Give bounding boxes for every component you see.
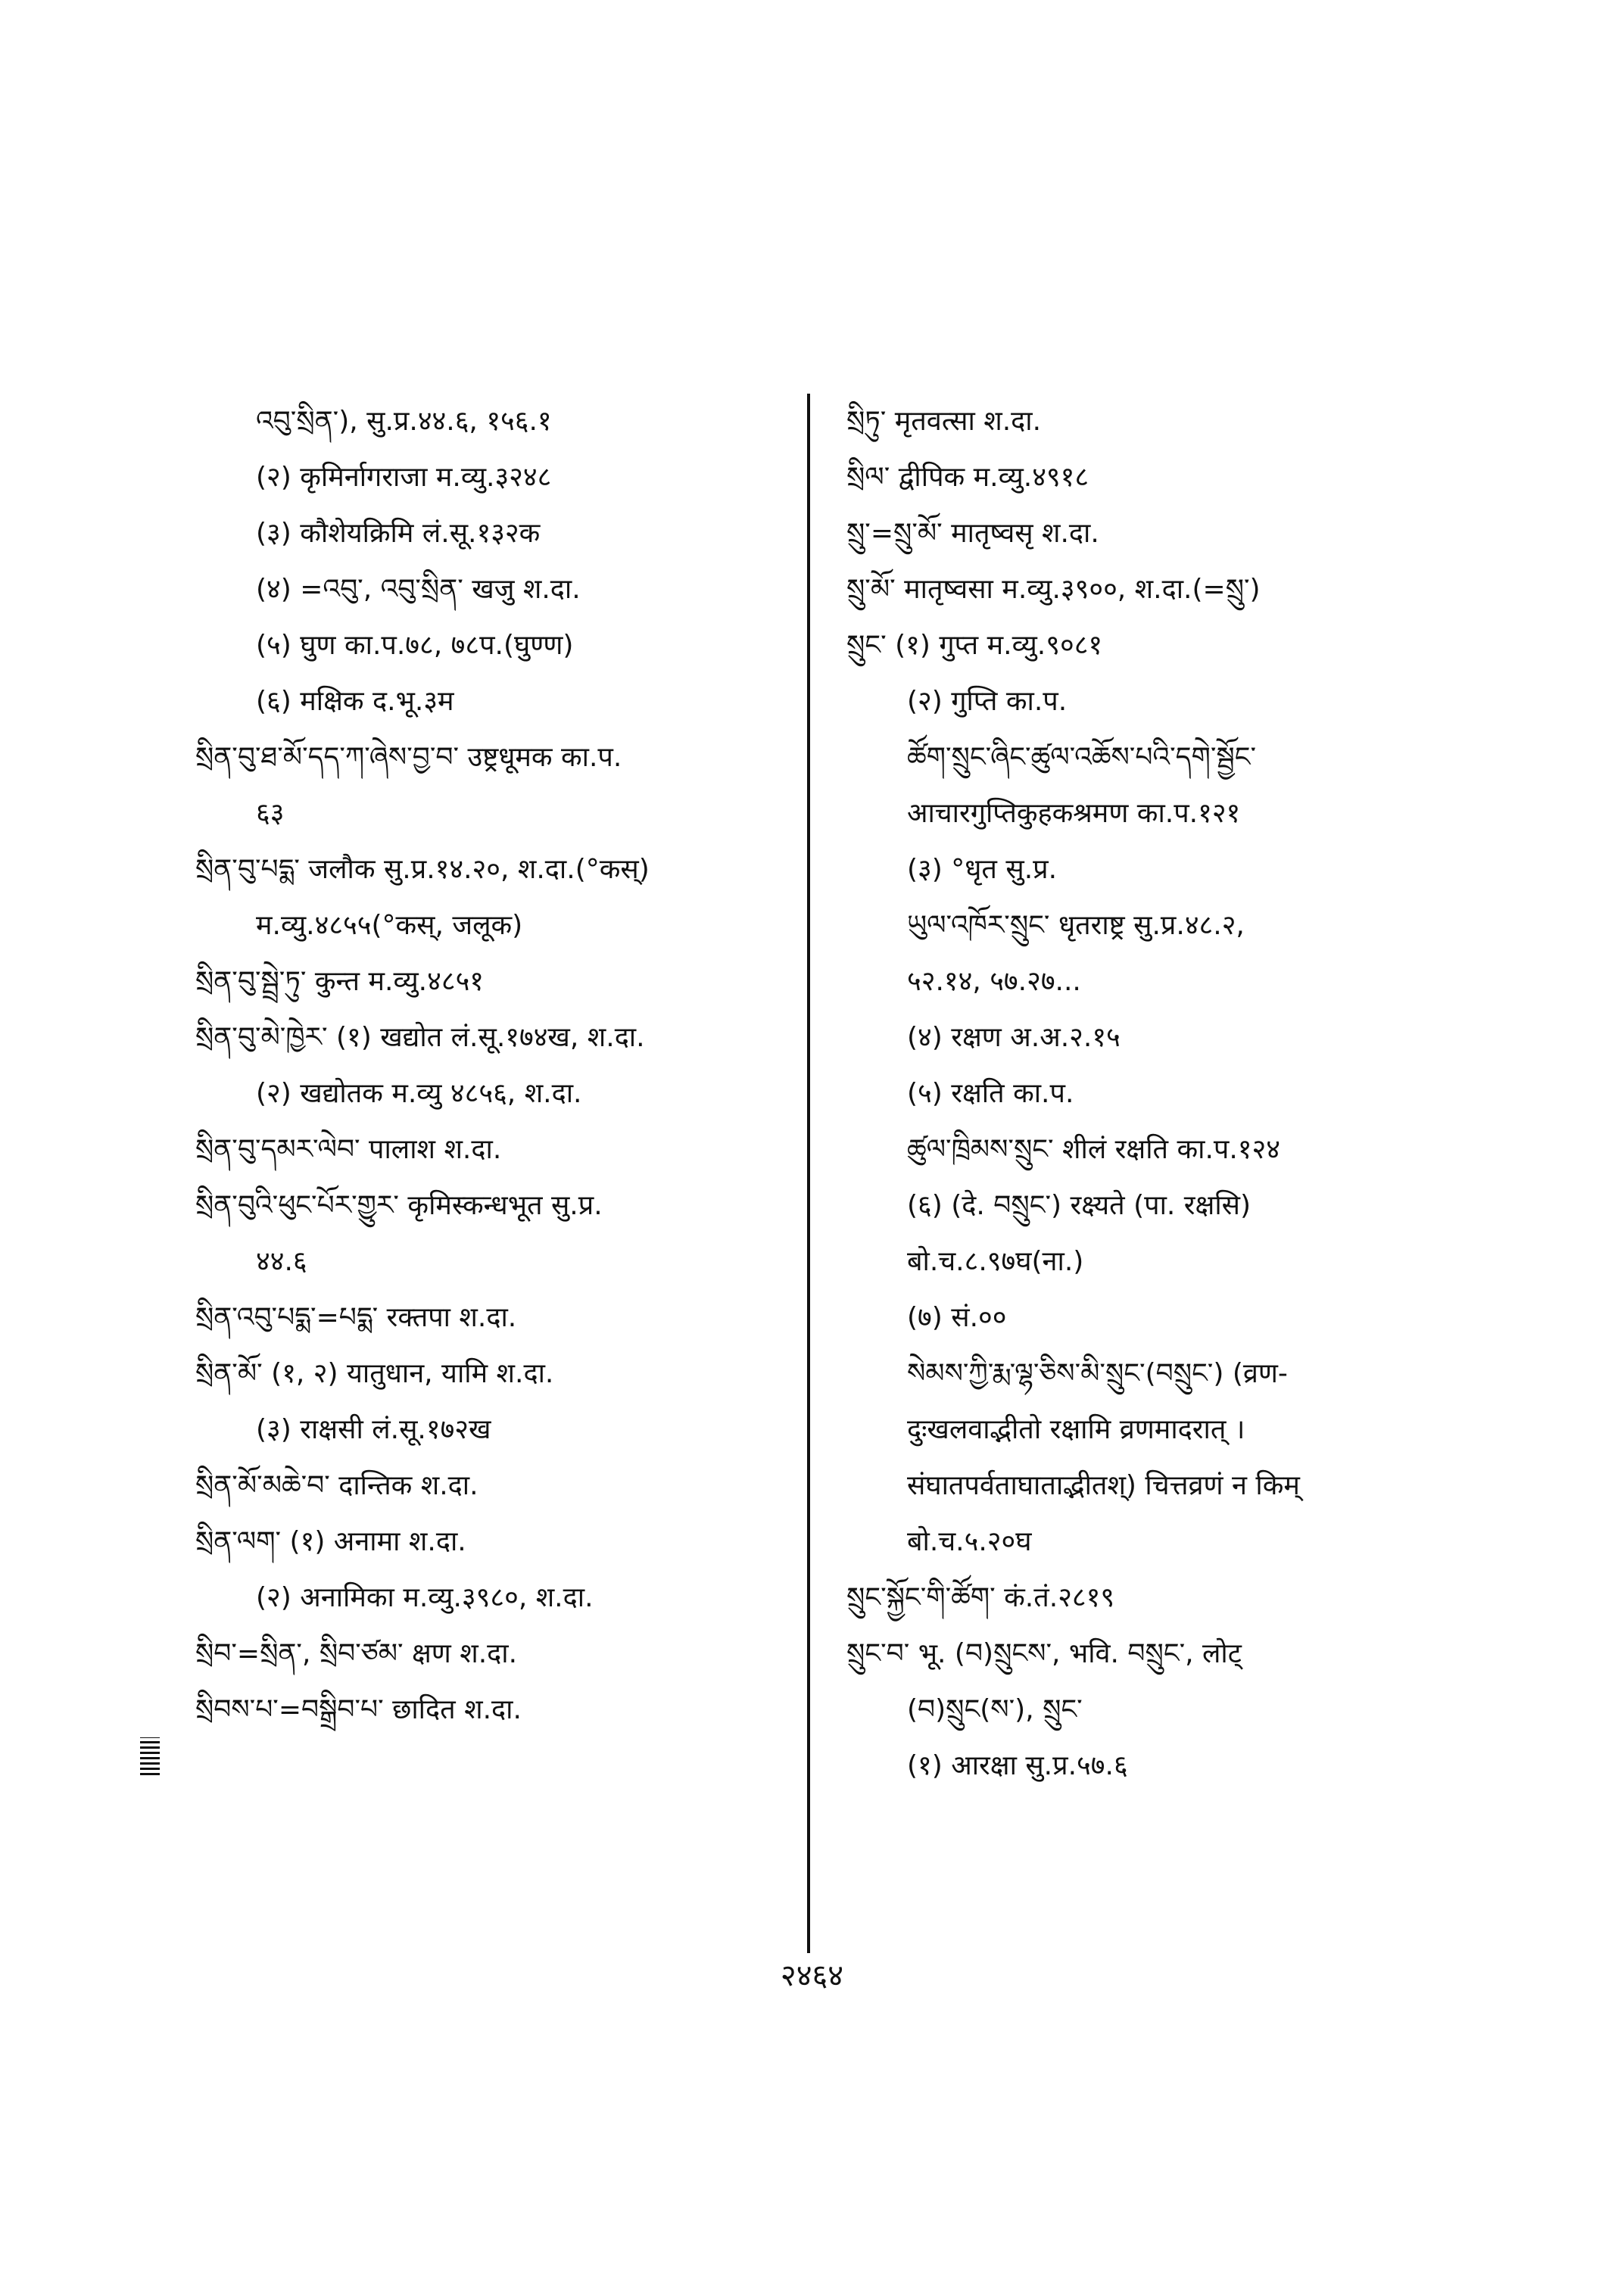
- dictionary-line: སྲུ་=སྲུ་མོ་ मातृष्वसृ श.दा.: [846, 518, 1099, 549]
- dictionary-line: སྲིན་བུ་པདྨ་ जलौक सु.प्र.१४.२०, श.दा.(°कस्): [195, 854, 650, 885]
- dictionary-line: སྲིན་ལག་ (१) अनामा श.दा.: [195, 1526, 466, 1557]
- right-column: [846, 394, 1452, 1794]
- dictionary-line: སྲིབ་=སྲིན་, སྲིབ་ཙམ་ क्षण श.दा.: [195, 1638, 518, 1669]
- dictionary-line: སྲིན་མོ་ (१, २) यातुधान, यामि श.दा.: [195, 1358, 554, 1389]
- dictionary-line: སྲུང་སྐྱོང་གི་ཚོག་ कं.तं.२८१९: [846, 1582, 1115, 1613]
- dictionary-line: ཚུལ་ཁྲིམས་སྲུང་ शीलं रक्षति का.प.१२४: [907, 1134, 1280, 1165]
- dictionary-line: (४) रक्षण अ.अ.२.१५: [907, 1022, 1121, 1053]
- column-divider: [807, 394, 810, 1953]
- dictionary-line: (२) अनामिका म.व्यु.३९८०, श.दा.: [256, 1582, 594, 1613]
- dictionary-line: (५) घुण का.प.७८, ७८प.(घुण्ण): [256, 630, 574, 661]
- margin-mark: [140, 1737, 160, 1775]
- left-column: [195, 394, 801, 1738]
- dictionary-line: (६) (दे. བསྲུང་) रक्ष्यते (पा. रक्षसि): [907, 1190, 1252, 1221]
- dictionary-line: སྲིན་བུའི་ཕུང་པོར་གྱུར་ कृमिस्कन्धभूत सु.प्र.: [195, 1190, 603, 1221]
- dictionary-line: འབུ་སྲིན་), सु.प्र.४४.६, १५६.१: [256, 406, 552, 437]
- dictionary-line: སྲིན་འབུ་པདྨ་=པདྨ་ रक्तपा श.दा.: [195, 1302, 517, 1333]
- dictionary-line: (३) राक्षसी लं.सू.१७२ख: [256, 1414, 491, 1445]
- dictionary-line: (२) खद्योतक म.व्यु ४८५६, श.दा.: [256, 1078, 582, 1109]
- dictionary-line: སྲུང་བ་ भू. (བ)སྲུངས་, भवि. བསྲུང་, लोट्: [846, 1638, 1242, 1669]
- dictionary-line: ४४.६: [256, 1246, 307, 1277]
- dictionary-line: दुःखलवाद्भीतो रक्षामि व्रणमादरात् ।: [907, 1414, 1245, 1445]
- dictionary-line: (१) आरक्षा सु.प्र.५७.६: [907, 1750, 1128, 1781]
- dictionary-line: म.व्यु.४८५५(°कस्, जलूक): [256, 910, 523, 941]
- dictionary-line: ཚོག་སྲུང་ཞིང་ཚུལ་འཆོས་པའི་དགེ་སྦྱོང་: [907, 742, 1257, 773]
- dictionary-line: སྲིན་མོ་མཆེ་བ་ दान्तिक श.दा.: [195, 1470, 478, 1501]
- dictionary-line: (३) कौशेयक्रिमि लं.सू.१३२क: [256, 518, 541, 549]
- dictionary-line: སྲིན་བུ་སྦྲེ་ཏུ་ कुन्त म.व्यु.४८५१: [195, 966, 485, 997]
- dictionary-line: (२) गुप्ति का.प.: [907, 686, 1068, 717]
- dictionary-line: (२) कृमिर्नागराजा म.व्यु.३२४८: [256, 462, 552, 493]
- dictionary-line: ཡུལ་འཁོར་སྲུང་ धृतराष्ट्र सु.प्र.४८.२,: [907, 910, 1245, 941]
- dictionary-line: बो.च.५.२०घ: [907, 1526, 1032, 1557]
- dictionary-line: སྲིན་བུ་དམར་ལེབ་ पालाश श.दा.: [195, 1134, 502, 1165]
- dictionary-line: आचारगुप्तिकुहकश्रमण का.प.१२१: [907, 798, 1241, 829]
- dictionary-line: ६३: [256, 798, 285, 829]
- dictionary-line: बो.च.८.९७घ(ना.): [907, 1246, 1084, 1277]
- dictionary-line: (६) मक्षिक द.भू.३म: [256, 686, 454, 717]
- dictionary-line: སེམས་ཀྱི་རྨ་ལྷ་ཅིས་མི་སྲུང་(བསྲུང་) (व्रण-: [907, 1358, 1288, 1389]
- dictionary-line: སྲུང་ (१) गुप्त म.व्यु.९०८१: [846, 630, 1103, 661]
- dictionary-line: संघातपर्वताघाताद्भीतश्) चित्तव्रणं न किम्: [907, 1470, 1300, 1501]
- dictionary-line: སྲིལ་ द्वीपिक म.व्यु.४९१८: [846, 462, 1089, 493]
- page-number: २४६४: [780, 1958, 844, 1993]
- dictionary-line: (७) सं.००: [907, 1302, 1007, 1333]
- dictionary-line: (४) =འབུ་, འབུ་སྲིན་ खजु श.दा.: [256, 574, 581, 605]
- dictionary-line: སྲིབས་པ་=བསྒྲིབ་པ་ छादित श.दा.: [195, 1694, 522, 1725]
- dictionary-line: སྲིན་བུ་མེ་ཁྱེར་ (१) खद्योत लं.सू.१७४ख, श.दा.: [195, 1022, 645, 1053]
- dictionary-line: སྲུ་མོ་ मातृष्वसा म.व्यु.३९००, श.दा.(=སྲུ་): [846, 574, 1261, 605]
- dictionary-line: སྲིཏུ་ मृतवत्सा श.दा.: [846, 406, 1042, 437]
- dictionary-line: སྲིན་བུ་ཐ་མོ་དད་ཀ་ཞེས་བྱ་བ་ उष्ट्रधूमक का.प.: [195, 742, 622, 773]
- dictionary-line: (བ)སྲུང(ས་), སྲུང་: [907, 1694, 1083, 1725]
- dictionary-line: (५) रक्षति का.प.: [907, 1078, 1074, 1109]
- dictionary-line: ५२.१४, ५७.२७...: [907, 966, 1081, 997]
- dictionary-line: (३) °धृत सु.प्र.: [907, 854, 1058, 885]
